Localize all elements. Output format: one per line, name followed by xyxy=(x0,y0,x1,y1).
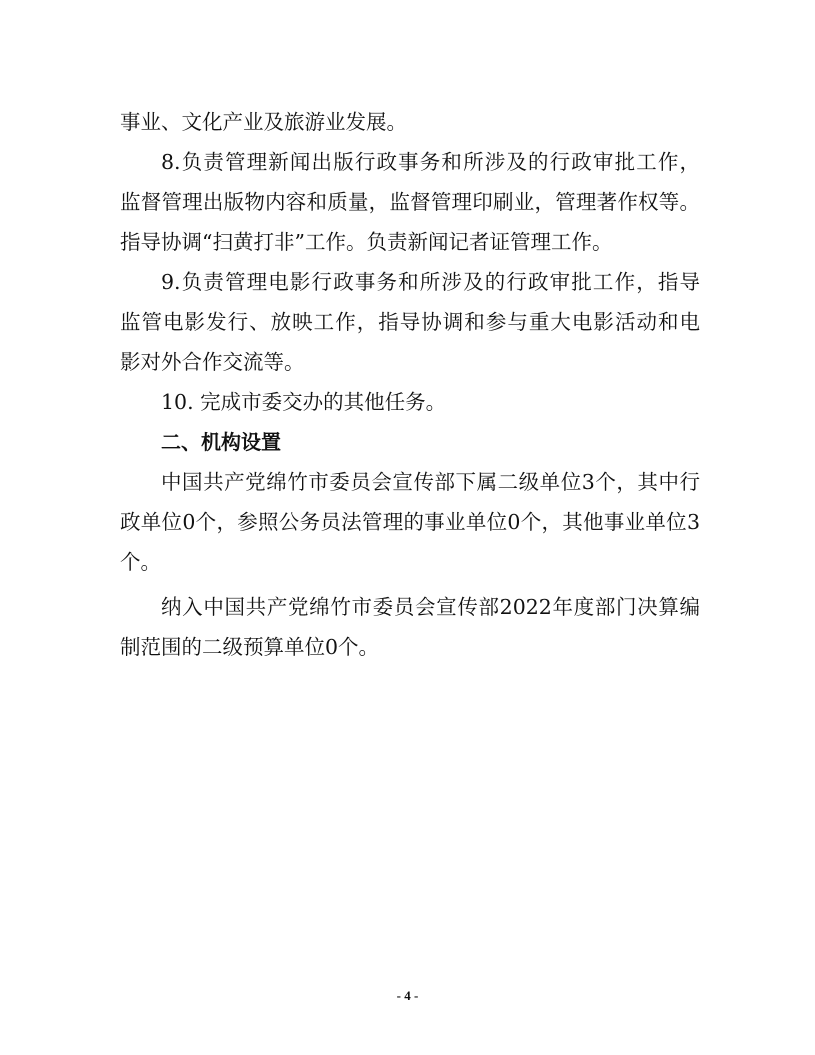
page-number: - 4 - xyxy=(396,988,419,1003)
paragraph-line: 监管电影发行、放映工作，指导协调和参与重大电影活动和电 xyxy=(120,310,700,334)
paragraph-line: 个。 xyxy=(120,550,161,574)
paragraph-line: 事业、文化产业及旅游业发展。 xyxy=(120,110,407,134)
paragraph-line: 9.负责管理电影行政事务和所涉及的行政审批工作，指导 xyxy=(161,270,700,294)
paragraph-line: 10. 完成市委交办的其他任务。 xyxy=(161,390,447,414)
paragraph-line: 指导协调“扫黄打非”工作。负责新闻记者证管理工作。 xyxy=(120,230,613,254)
paragraph-line: 影对外合作交流等。 xyxy=(120,350,305,374)
paragraph-line: 监督管理出版物内容和质量，监督管理印刷业，管理著作权等。 xyxy=(120,190,700,214)
paragraph-line: 纳入中国共产党绵竹市委员会宣传部2022年度部门决算编 xyxy=(161,595,700,619)
paragraph-line: 中国共产党绵竹市委员会宣传部下属二级单位3个，其中行 xyxy=(161,470,700,494)
section-heading: 二、机构设置 xyxy=(161,430,281,454)
paragraph-line: 政单位0个，参照公务员法管理的事业单位0个，其他事业单位3 xyxy=(120,510,700,534)
paragraph-line: 制范围的二级预算单位0个。 xyxy=(120,635,380,659)
paragraph-line: 8.负责管理新闻出版行政事务和所涉及的行政审批工作， xyxy=(161,150,700,174)
